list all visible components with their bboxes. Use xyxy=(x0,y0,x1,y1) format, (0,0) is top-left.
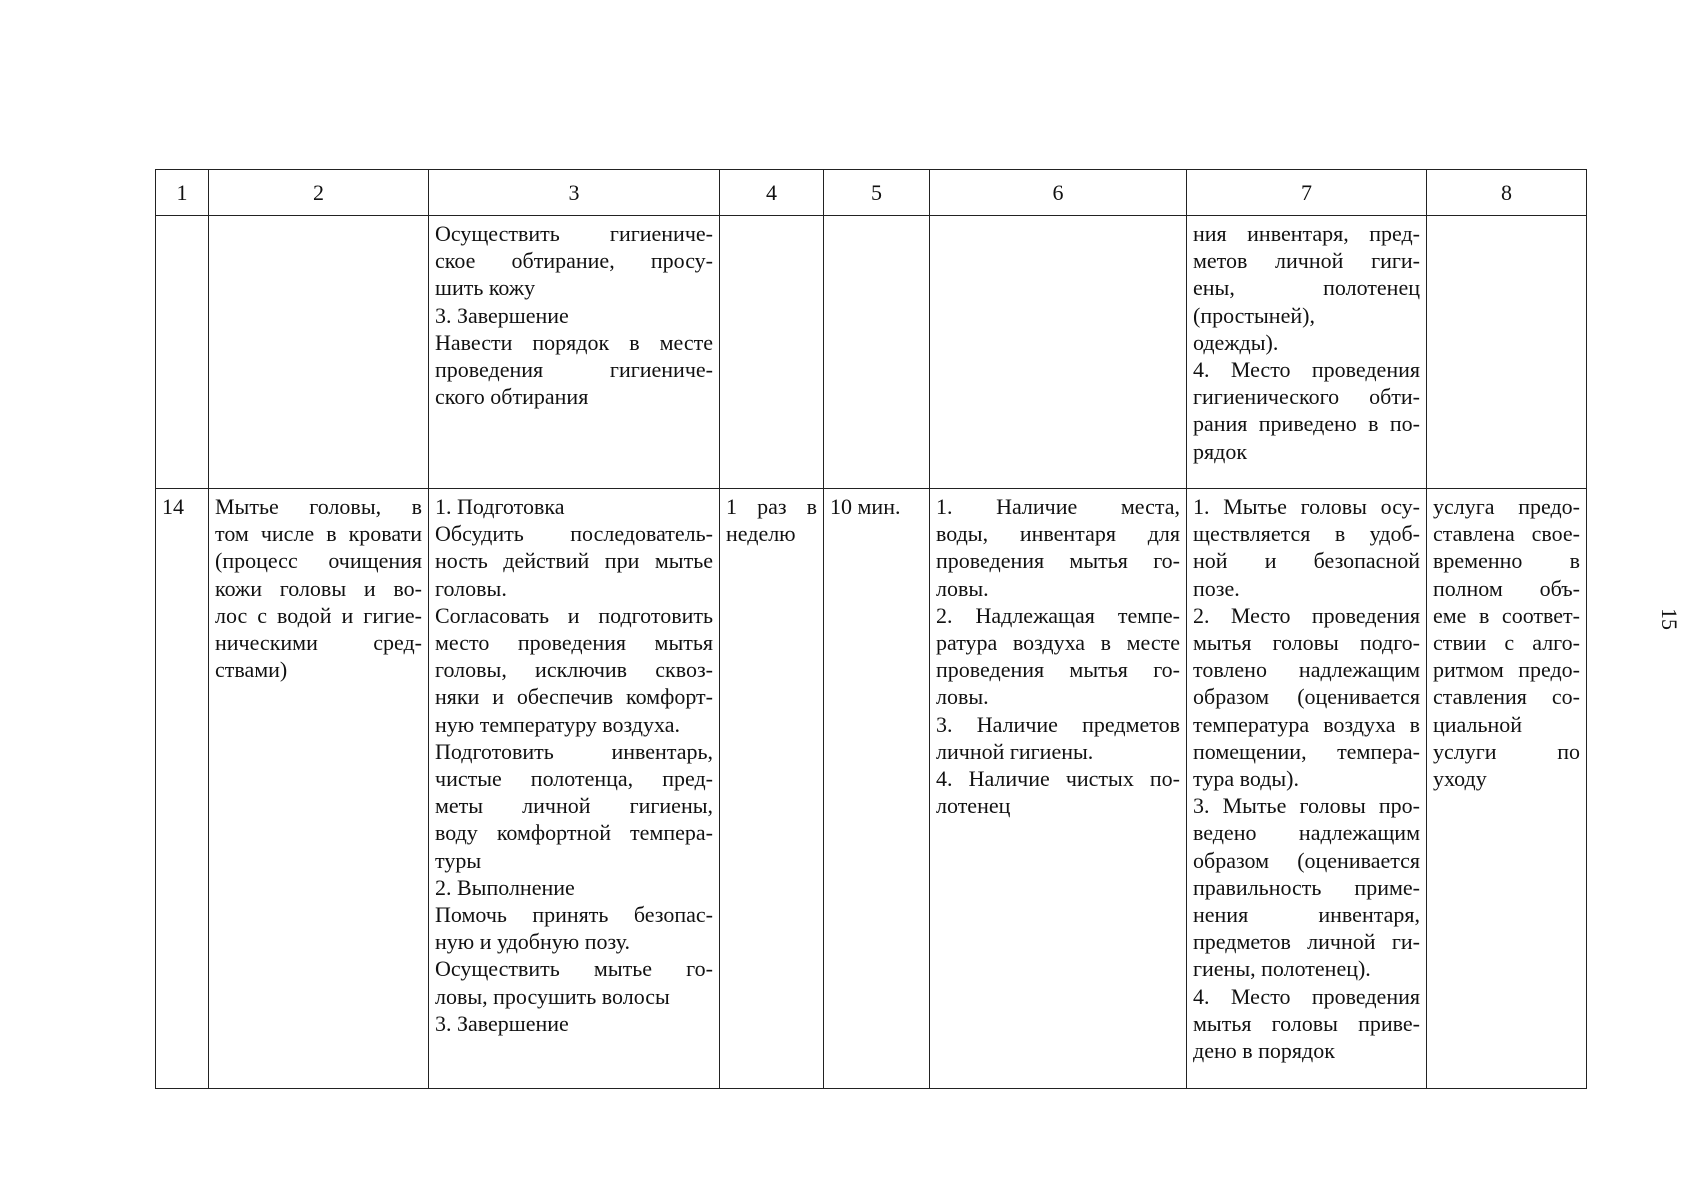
cell-text-line: ную и удобную позу. xyxy=(435,929,630,955)
cell-text-line: гиены, полотенец). xyxy=(1193,956,1371,982)
cell-text-line: няки и обеспечив комфорт- xyxy=(435,684,713,710)
cell-text-line: ной и безопасной xyxy=(1193,548,1420,574)
cell-text-line: неделю xyxy=(726,521,796,547)
cell-text-line: ведено надлежащим xyxy=(1193,820,1420,846)
cell-text-line: рядок xyxy=(1193,438,1248,464)
cell-text-line: предметов личной ги- xyxy=(1193,929,1420,955)
cell-text-line: еме в соответ- xyxy=(1433,602,1580,628)
cell-text-line: ловы. xyxy=(936,684,989,710)
cell-duration: 10 мин. xyxy=(824,489,930,1089)
cell-text-line: услуга предо- xyxy=(1433,494,1580,519)
cell-text-line: воды, инвентаря для xyxy=(936,521,1180,547)
cell-text-line: 2. Выполнение xyxy=(435,874,575,900)
cell-text-line: проведения мытья го- xyxy=(936,657,1180,683)
cell-procedure xyxy=(429,489,720,1089)
cell-text-line: мытья головы подго- xyxy=(1193,630,1420,656)
cell-text-line: 3. Завершение xyxy=(435,302,569,328)
cell-text-line: образом (оценивается xyxy=(1193,847,1420,873)
cell-text-line: ния инвентаря, пред- xyxy=(1193,221,1420,246)
column-number-3: 3 xyxy=(429,170,720,216)
cell-text-line: проведения гигиениче- xyxy=(435,357,713,383)
cell-periodicity xyxy=(720,489,824,1089)
cell-text-line: тура воды). xyxy=(1193,766,1299,792)
cell-text-line: гигиенического обти- xyxy=(1193,384,1420,410)
cell-text-line: (простыней), xyxy=(1193,302,1315,328)
cell-text-line: ского обтирания xyxy=(435,384,589,410)
cell-text-line: ское обтирание, просу- xyxy=(435,248,713,274)
cell-text-line: шить кожу xyxy=(435,275,536,301)
cell-text-line: 3. Завершение xyxy=(435,1010,569,1036)
cell-text-line: мытья головы приве- xyxy=(1193,1010,1420,1036)
cell-number xyxy=(156,216,209,489)
cell-text-line: ены, полотенец xyxy=(1193,275,1420,301)
cell-text-line: ловы. xyxy=(936,575,989,601)
cell-text-line: 1. Мытье головы осу- xyxy=(1193,494,1420,519)
table-row-continued xyxy=(156,216,1587,489)
cell-result-assessment xyxy=(1427,216,1587,489)
column-number-1: 1 xyxy=(156,170,209,216)
cell-text-line: образом (оценивается xyxy=(1193,684,1420,710)
cell-text-line: чистые полотенца, пред- xyxy=(435,766,713,792)
cell-text-line: личной гигиены. xyxy=(936,738,1094,764)
cell-text-line: 1. Подготовка xyxy=(435,494,565,519)
cell-text-line: ритмом предо- xyxy=(1433,657,1580,683)
cell-text-line: одежды). xyxy=(1193,329,1279,355)
cell-text-line: 4. Место проведения xyxy=(1193,357,1420,383)
cell-text-line: рания приведено в по- xyxy=(1193,411,1420,437)
cell-text-line: ратура воздуха в месте xyxy=(936,630,1180,656)
cell-service-name xyxy=(209,489,429,1089)
cell-text-line: дено в порядок xyxy=(1193,1038,1335,1064)
cell-text-line: 3. Мытье головы про- xyxy=(1193,793,1420,819)
column-number-5: 5 xyxy=(824,170,930,216)
page-number: 15 xyxy=(1657,608,1682,630)
cell-text-line: метов личной гиги- xyxy=(1193,248,1420,274)
cell-text-line: лос с водой и гигие- xyxy=(215,602,422,628)
cell-text-line: головы, исключив сквоз- xyxy=(435,657,713,683)
cell-text-line: помещении, темпера- xyxy=(1193,738,1420,764)
cell-text-line: временно в xyxy=(1433,548,1580,574)
cell-text-line: 2. Надлежащая темпе- xyxy=(936,602,1180,628)
cell-conditions xyxy=(930,489,1187,1089)
cell-text-line: 3. Наличие предметов xyxy=(936,711,1180,737)
cell-text-line: ществляется в удоб- xyxy=(1193,521,1420,547)
cell-text-line: место проведения мытья xyxy=(435,630,713,656)
cell-result-assessment xyxy=(1427,489,1587,1089)
cell-text-line: (процесс очищения xyxy=(215,548,422,574)
cell-text-line: Помочь принять безопас- xyxy=(435,902,713,928)
cell-text-line: 4. Место проведения xyxy=(1193,983,1420,1009)
cell-quality-indicators xyxy=(1187,489,1427,1089)
cell-text-line: ствами) xyxy=(215,657,288,683)
column-number-8: 8 xyxy=(1427,170,1587,216)
cell-procedure xyxy=(429,216,720,489)
cell-text-line: полном объ- xyxy=(1433,575,1580,601)
cell-text-line: ность действий при мытье xyxy=(435,548,713,574)
cell-text-line: циальной xyxy=(1433,711,1523,737)
cell-text-line: температура воздуха в xyxy=(1193,711,1420,737)
column-number-2: 2 xyxy=(209,170,429,216)
column-number-row xyxy=(156,170,1587,216)
cell-text-line: товлено надлежащим xyxy=(1193,657,1420,683)
cell-text-line: Осуществить гигиениче- xyxy=(435,221,713,246)
cell-number: 14 xyxy=(156,489,209,1089)
cell-text-line: нения инвентаря, xyxy=(1193,902,1420,928)
cell-text-line: лотенец xyxy=(936,793,1011,819)
cell-text-line: 1 раз в xyxy=(726,494,817,519)
cell-text-line: позе. xyxy=(1193,575,1240,601)
cell-text-line: правильность приме- xyxy=(1193,874,1420,900)
cell-text-line: кожи головы и во- xyxy=(215,575,422,601)
column-number-4: 4 xyxy=(720,170,824,216)
cell-service-name xyxy=(209,216,429,489)
cell-text-line: Навести порядок в месте xyxy=(435,329,713,355)
cell-text-line: ную температуру воздуха. xyxy=(435,711,680,737)
cell-text-line: ловы, просушить волосы xyxy=(435,983,670,1009)
cell-text-line: туры xyxy=(435,847,482,873)
cell-text-line: Подготовить инвентарь, xyxy=(435,738,713,764)
cell-text-line: Осуществить мытье го- xyxy=(435,956,713,982)
cell-conditions xyxy=(930,216,1187,489)
service-table xyxy=(155,169,1587,1089)
cell-text-line: 4. Наличие чистых по- xyxy=(936,766,1180,792)
cell-periodicity xyxy=(720,216,824,489)
table-row-14 xyxy=(156,489,1587,1089)
cell-text-line: ствии с алго- xyxy=(1433,630,1580,656)
cell-text-line: Мытье головы, в xyxy=(215,494,422,519)
cell-text-line: Согласовать и подготовить xyxy=(435,602,713,628)
cell-text-line: ставлена свое- xyxy=(1433,521,1580,547)
cell-text-line: меты личной гигиены, xyxy=(435,793,713,819)
cell-text-line: воду комфортной темпера- xyxy=(435,820,713,846)
cell-text-line: ставления со- xyxy=(1433,684,1580,710)
cell-duration xyxy=(824,216,930,489)
cell-quality-indicators xyxy=(1187,216,1427,489)
column-number-6: 6 xyxy=(930,170,1187,216)
cell-text-line: 2. Место проведения xyxy=(1193,602,1420,628)
cell-text-line: проведения мытья го- xyxy=(936,548,1180,574)
cell-text-line: уходу xyxy=(1433,766,1487,792)
cell-text-line: Обсудить последователь- xyxy=(435,521,713,547)
column-number-7: 7 xyxy=(1187,170,1427,216)
cell-text-line: том числе в кровати xyxy=(215,521,422,547)
cell-text-line: ническими сред- xyxy=(215,630,422,656)
cell-text-line: услуги по xyxy=(1433,738,1580,764)
cell-text-line: 1. Наличие места, xyxy=(936,494,1180,519)
cell-text-line: головы. xyxy=(435,575,507,601)
